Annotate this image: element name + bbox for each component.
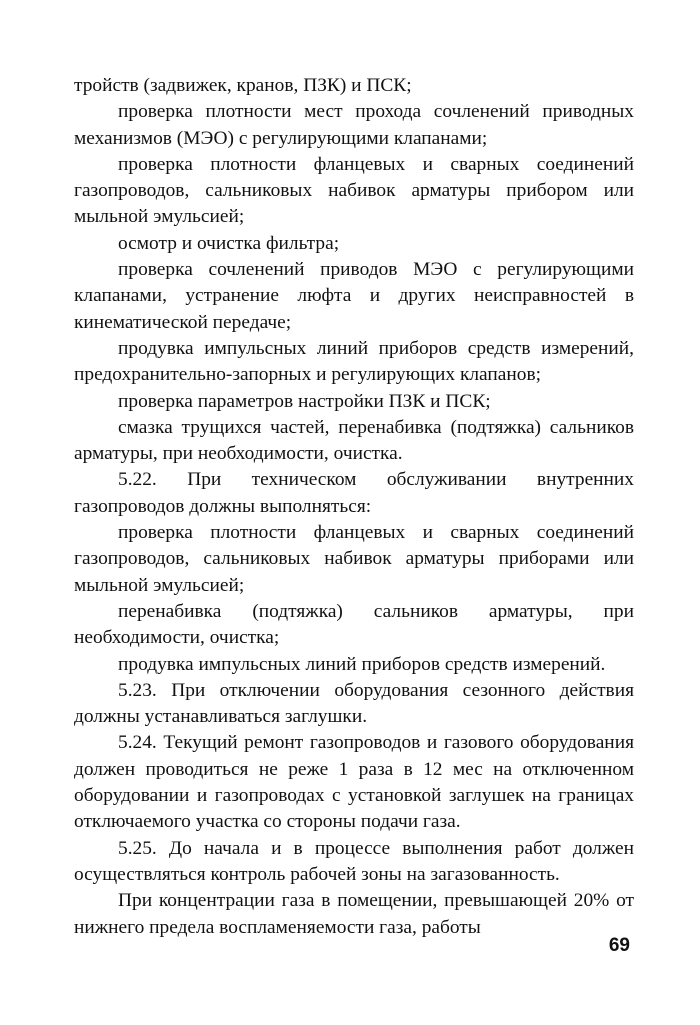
paragraph-8: смазка трущихся частей, перенабивка (подтяжка) сальников арматуры, при необходимости, очистка. [74,416,634,465]
paragraph-5: проверка сочленений приводов МЭО с регулирующими клапанами, устранение люфта и других неисправностей в кинематической передаче; [74,259,634,333]
paragraph-4: осмотр и очистка фильтра; [118,232,340,254]
paragraph-14: 5.24. Текущий ремонт газопроводов и газового оборудования должен проводиться не реже 1 раза в 12 мес на отключенном оборудовании и газопроводах с установкой заглушек на границах отключаемого участка со стороны подачи газа. [74,732,634,833]
page-number: 69 [608,935,630,956]
paragraph-3: проверка плотности фланцевых и сварных соединений газопроводов, сальниковых набивок арматуры прибором или мыльной эмульсией; [74,153,634,228]
paragraph-16: При концентрации газа в помещении, превышающей 20% от нижнего предела воспламеняемости газа, работы [74,890,634,938]
paragraph-6: продувка импульсных линий приборов средств измерений, предохранительно-запорных и регулирующих клапанов; [74,337,634,386]
paragraph-10: проверка плотности фланцевых и сварных соединений газопроводов, сальниковых набивок арматуры приборами или мыльной эмульсией; [74,522,634,596]
paragraph-12: продувка импульсных линий приборов средств измерений. [118,653,606,675]
paragraph-9: 5.22. При техническом обслуживании внутренних газопроводов должны выполняться: [74,469,634,517]
paragraph-15: 5.25. До начала и в процессе выполнения работ должен осуществляться контроль рабочей зоны на загазованность. [74,837,634,885]
paragraph-11: перенабивка (подтяжка) сальников арматуры, при необходимости, очистка; [74,600,634,649]
paragraph-2: проверка плотности мест прохода сочленений приводных механизмов (МЭО) с регулирующими клапанами; [74,101,634,149]
paragraph-13: 5.23. При отключении оборудования сезонного действия должны устанавливаться заглушки. [74,679,634,728]
paragraph-1: тройств (задвижек, кранов, ПЗК) и ПСК; [74,75,412,96]
paragraph-7: проверка параметров настройки ПЗК и ПСК; [118,390,491,412]
page-body [74,73,634,941]
